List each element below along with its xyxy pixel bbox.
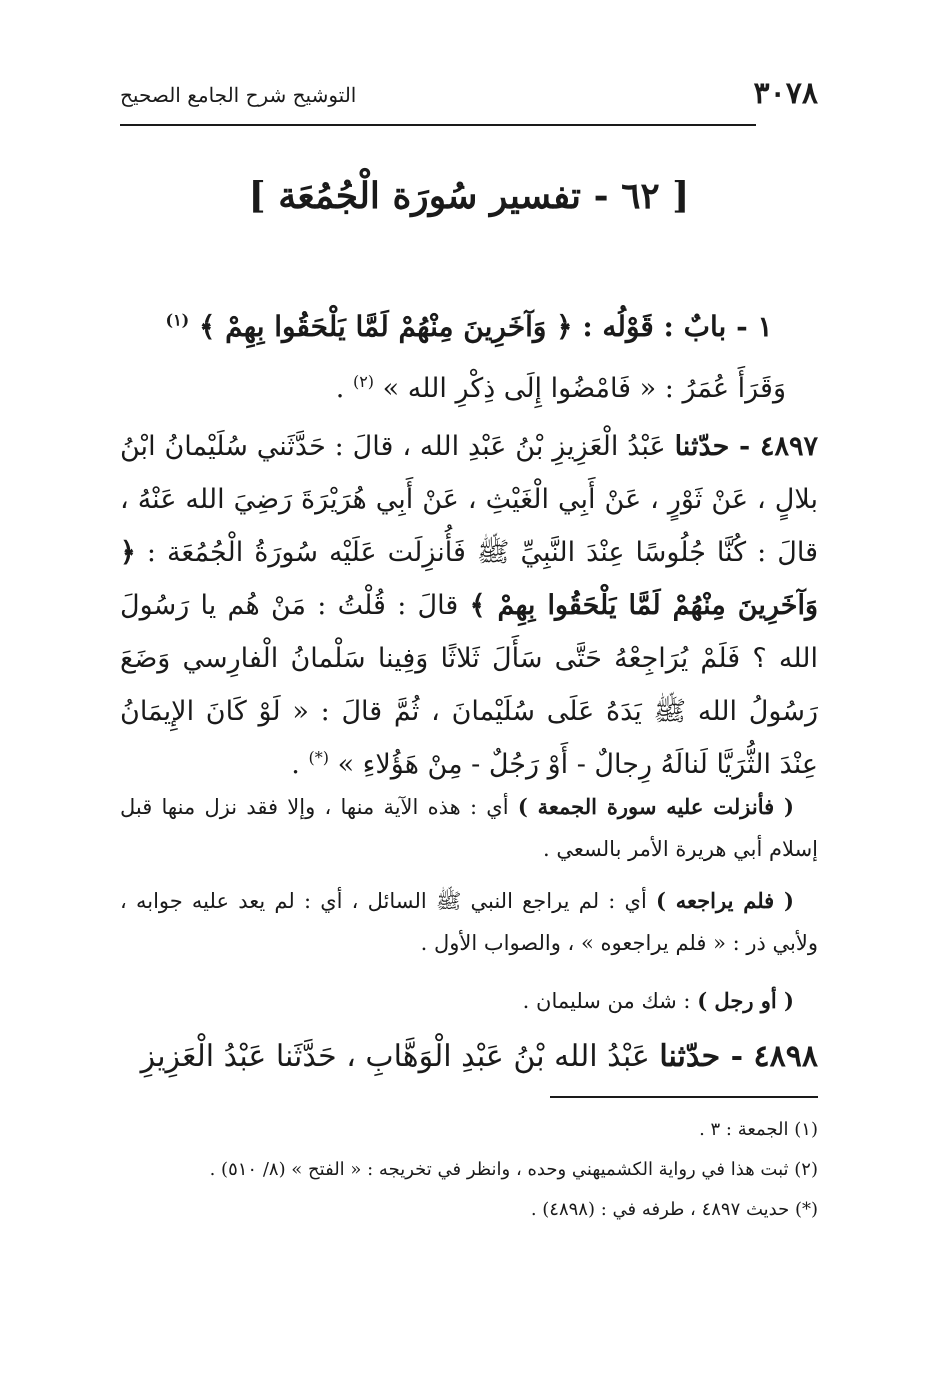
- commentary-lemma: ( أو رجل ): [697, 988, 794, 1013]
- footnote-ref-2: (٢): [352, 372, 375, 391]
- hadith-verse: ﴿ وَآخَرِينَ مِنْهُمْ لَمَّا يَلْحَقُوا بِهِمْ ﴾: [120, 537, 818, 621]
- footnote: (١) الجمعة : ٣ .: [699, 1119, 818, 1140]
- commentary-item: [120, 880, 818, 964]
- commentary-text: أي : لم يراجع النبي ﷺ السائل ، أي : لم يعد عليه جوابه ، ولأبي ذر : « فلم يراجعوه » ، والصواب الأول .: [120, 889, 818, 955]
- hadith-number-lead: ٤٨٩٨ - حدّثنا: [659, 1039, 818, 1074]
- footnote-rule: [550, 1096, 818, 1098]
- commentary-item: [120, 980, 818, 1022]
- hadith-4898: [120, 1030, 818, 1083]
- commentary-text: أي : هذه الآية منها ، وإلا فقد نزل منها قبل إسلام أبي هريرة الأمر بالسعي .: [120, 795, 818, 861]
- commentary-text: : شك من سليمان .: [522, 989, 691, 1013]
- hadith-number-lead: ٤٨٩٧ - حدّثنا: [674, 431, 818, 462]
- hadith-end: .: [291, 749, 300, 780]
- commentary-lemma: ( فلم يراجعه ): [656, 888, 794, 913]
- footnote-ref-1: (١): [165, 310, 190, 330]
- footnote-ref-star: (*): [308, 748, 329, 767]
- commentary-lemma: ( فأنزلت عليه سورة الجمعة ): [517, 794, 794, 819]
- footnotes: [120, 1112, 818, 1232]
- reading-note-end: .: [335, 373, 345, 404]
- hadith-text-2: قالَ : قُلْتُ : مَنْ هُم يا رَسُولَ الله ؟ فَلَمْ يُرَاجِعْهُ حَتَّى سَأَلَ ثَلاثًا وَفِينا سَلْمانُ الْفارِسي وَضَعَ رَسُولُ الله ﷺ يَدَهُ عَلَى سُلَيْمانَ ، ثُمَّ قالَ : « لَوْ كَانَ الإِيمَانُ عِنْدَ الثُّرَيَّا لَنالَهُ رِجالٌ - أَوْ رَجُلٌ - مِنْ هَؤُلاءِ »: [120, 590, 818, 780]
- reading-note: [120, 362, 818, 415]
- chapter-title: [ ٦٢ - تفسير سُورَة الْجُمُعَة ]: [248, 175, 690, 217]
- hadith-4897: [120, 420, 818, 791]
- running-title: التوشيح شرح الجامع الصحيح: [120, 83, 357, 107]
- page-number: ٣٠٧٨: [753, 76, 818, 111]
- footnote: (*) حديث ٤٨٩٧ ، طرفه في : (٤٨٩٨) .: [530, 1199, 818, 1220]
- chapter-heading: [120, 300, 818, 353]
- footnote: (٢) ثبت هذا في رواية الكشميهني وحده ، وانظر في تخريجه : « الفتح » (٨/ ٥١٠) .: [209, 1159, 818, 1180]
- header-rule: [120, 124, 756, 126]
- page-header: [120, 74, 818, 118]
- commentary-item: [120, 786, 818, 870]
- chapter-heading-text: ١ - بابٌ : قَوْلُه : ﴿ وَآخَرِينَ مِنْهُمْ لَمَّا يَلْحَقُوا بِهِمْ ﴾: [199, 310, 773, 343]
- reading-note-text: وَقَرَأَ عُمَرُ : « فَامْضُوا إِلَى ذِكْرِ الله »: [382, 373, 786, 404]
- hadith-text: عَبْدُ الْعَزِيزِ بْنُ عَبْدِ الله ، قالَ : حَدَّثَني سُلَيْمانُ ابْنُ بلالٍ ، عَنْ ثَوْرٍ ، عَنْ أَبِي الْغَيْثِ ، عَنْ أَبِي هُرَيْرَةَ رَضِيَ الله عَنْهُ ، قالَ : كُنَّا جُلُوسًا عِنْدَ النَّبِيِّ ﷺ فَأُنزِلَت عَلَيْه سُورَةُ الْجُمُعَة :: [120, 431, 819, 568]
- hadith-text: عَبْدُ الله بْنُ عَبْدِ الْوَهَّابِ ، حَدَّثَنا عَبْدُ الْعَزِيزِ: [140, 1039, 650, 1074]
